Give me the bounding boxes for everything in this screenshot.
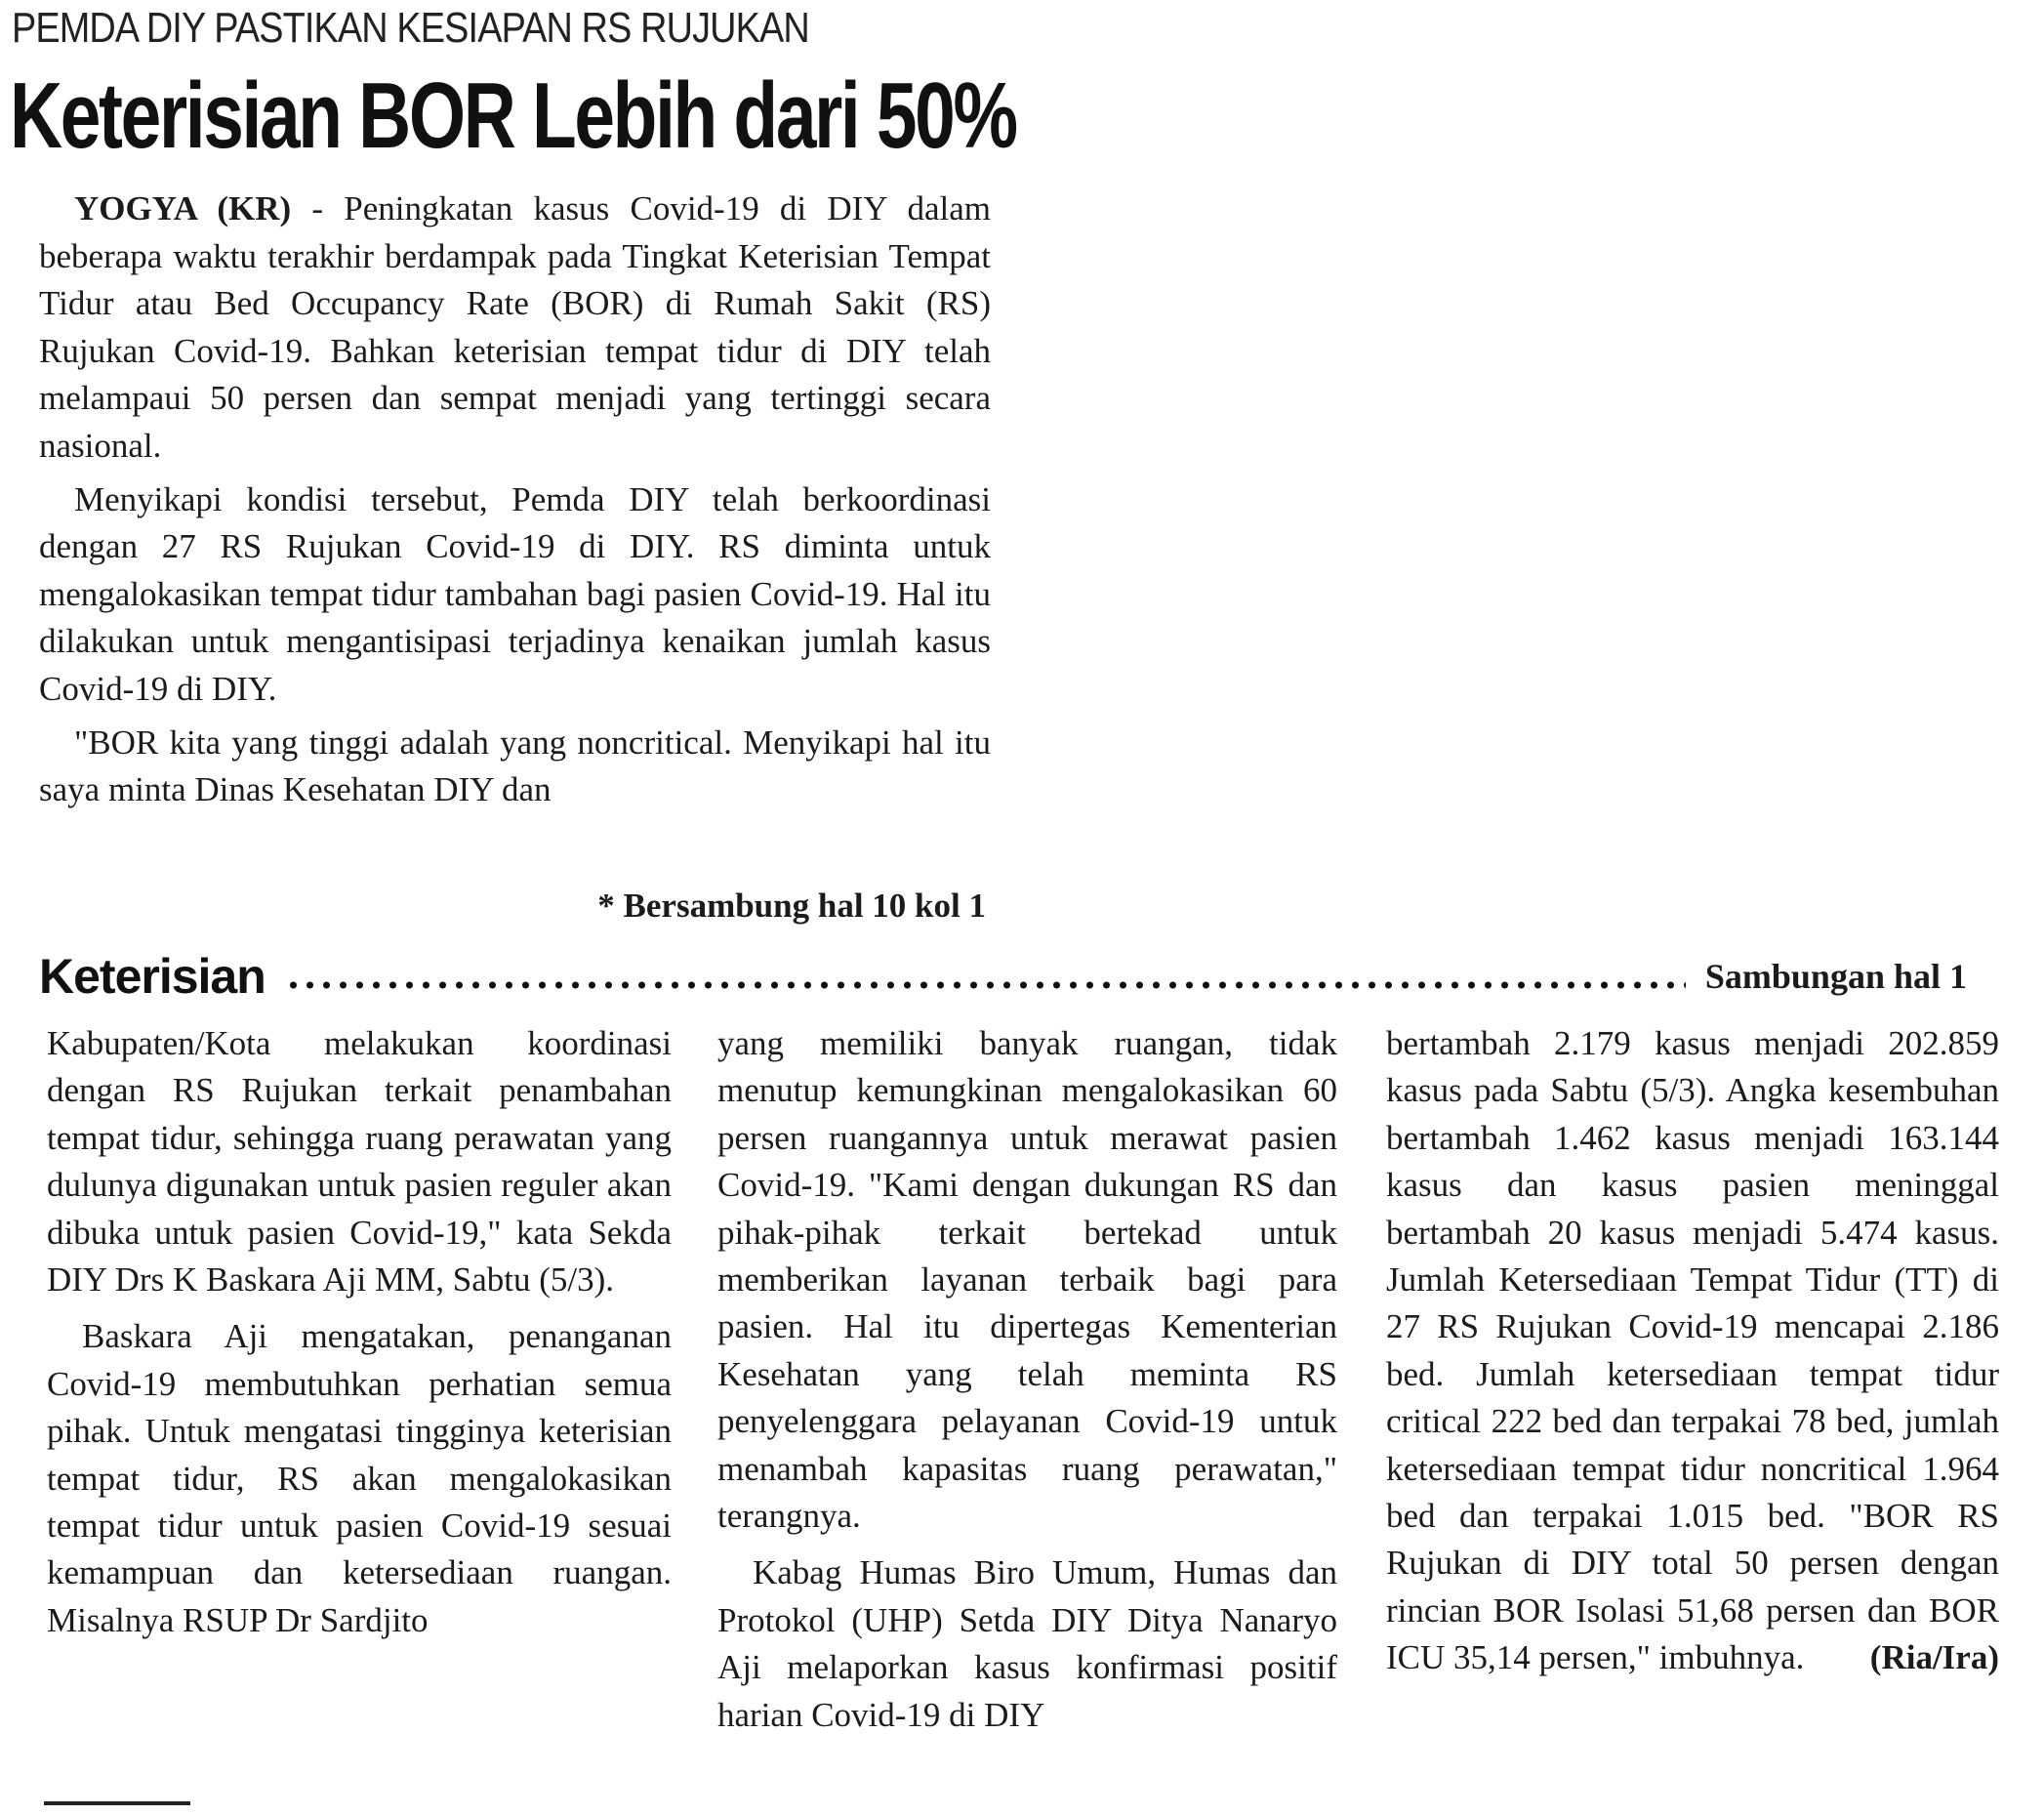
col1-paragraph-2: Baskara Aji mengatakan, penanganan Covid-19 membutuhkan perhatian semua pihak. Untuk mengatasi tingginya keterisian tempat tidur, RS akan mengalokasikan tempat tidur untuk pasien Covid-19 sesuai kemampuan dan ketersediaan ruangan. Misalnya RSUP Dr Sardjito: [47, 1317, 672, 1639]
col3-paragraph-text: bertambah 2.179 kasus menjadi 202.859 kasus pada Sabtu (5/3). Angka kesembuhan bertambah 1.462 kasus menjadi 163.144 kasus dan kasus pasien meninggal bertambah 20 kasus menjadi 5.474 kasus. Jumlah Ketersediaan Tempat Tidur (TT) di 27 RS Rujukan Covid-19 mencapai 2.186 bed. Jumlah ketersediaan tempat tidur critical 222 bed dan terpakai 78 bed, jumlah ketersediaan tempat tidur noncritical 1.964 bed dan terpakai 1.015 bed. "BOR RS Rujukan di DIY total 50 persen dengan rincian BOR Isolasi 51,68 persen dan BOR ICU 35,14 persen," imbuhnya.: [1386, 1024, 1999, 1677]
dateline: YOGYA (KR): [74, 189, 292, 227]
continuation-column-2: [717, 1020, 1337, 1739]
bottom-rule: [44, 1801, 190, 1805]
col3-paragraph-1: [1386, 1020, 1999, 1682]
lead-paragraph-1-text: - Peningkatan kasus Covid-19 di DIY dalam beberapa waktu terakhir berdampak pada Tingkat Keterisian Tempat Tidur atau Bed Occupancy Rate (BOR) di Rumah Sakit (RS) Rujukan Covid-19. Bahkan keterisian tempat tidur di DIY telah melampaui 50 persen dan sempat menjadi yang tertinggi secara nasional.: [39, 189, 991, 465]
headline: Keterisian BOR Lebih dari 50%: [10, 63, 1016, 168]
col1-paragraph-1: Kabupaten/Kota melakukan koordinasi dengan RS Rujukan terkait penambahan tempat tidur, sehingga ruang perawatan yang dulunya digunakan untuk pasien reguler akan dibuka untuk pasien Covid-19," kata Sekda DIY Drs K Baskara Aji MM, Sabtu (5/3).: [47, 1024, 672, 1300]
kicker: PEMDA DIY PASTIKAN KESIAPAN RS RUJUKAN: [12, 4, 809, 52]
continuation-column-3: [1386, 1020, 1999, 1682]
continuation-title: Keterisian: [39, 949, 266, 1004]
continuation-header: [39, 942, 1991, 1011]
lead-paragraph-1: [39, 186, 991, 471]
byline: (Ria/Ira): [1869, 1638, 1999, 1677]
lead-article-body: [39, 186, 991, 814]
continuation-page-ref: Sambungan hal 1: [1704, 957, 1967, 996]
col2-paragraph-2: Kabag Humas Biro Umum, Humas dan Protokol (UHP) Setda DIY Ditya Nanaryo Aji melaporkan kasus konfirmasi positif harian Covid-19 di DIY: [717, 1553, 1337, 1734]
lead-paragraph-2: Menyikapi kondisi tersebut, Pemda DIY telah berkoordinasi dengan 27 RS Rujukan Covid-19 di DIY. RS diminta untuk mengalokasikan tempat tidur tambahan bagi pasien Covid-19. Hal itu dilakukan untuk mengantisipasi terjadinya kenaikan jumlah kasus Covid-19 di DIY.: [39, 479, 991, 708]
continued-note: * Bersambung hal 10 kol 1: [597, 887, 986, 925]
col2-paragraph-1: yang memiliki banyak ruangan, tidak menutup kemungkinan mengalokasikan 60 persen ruangannya untuk merawat pasien Covid-19. "Kami dengan dukungan RS dan pihak-pihak terkait bertekad untuk memberikan layanan terbaik bagi para pasien. Hal itu dipertegas Kementerian Kesehatan yang telah meminta RS penyelenggara pelayanan Covid-19 untuk menambah kapasitas ruang perawatan," terangnya.: [717, 1024, 1337, 1536]
dot-leader: [285, 980, 1686, 990]
lead-paragraph-3: "BOR kita yang tinggi adalah yang noncritical. Menyikapi hal itu saya minta Dinas Kesehatan DIY dan: [39, 722, 991, 809]
continuation-column-1: [47, 1020, 672, 1644]
